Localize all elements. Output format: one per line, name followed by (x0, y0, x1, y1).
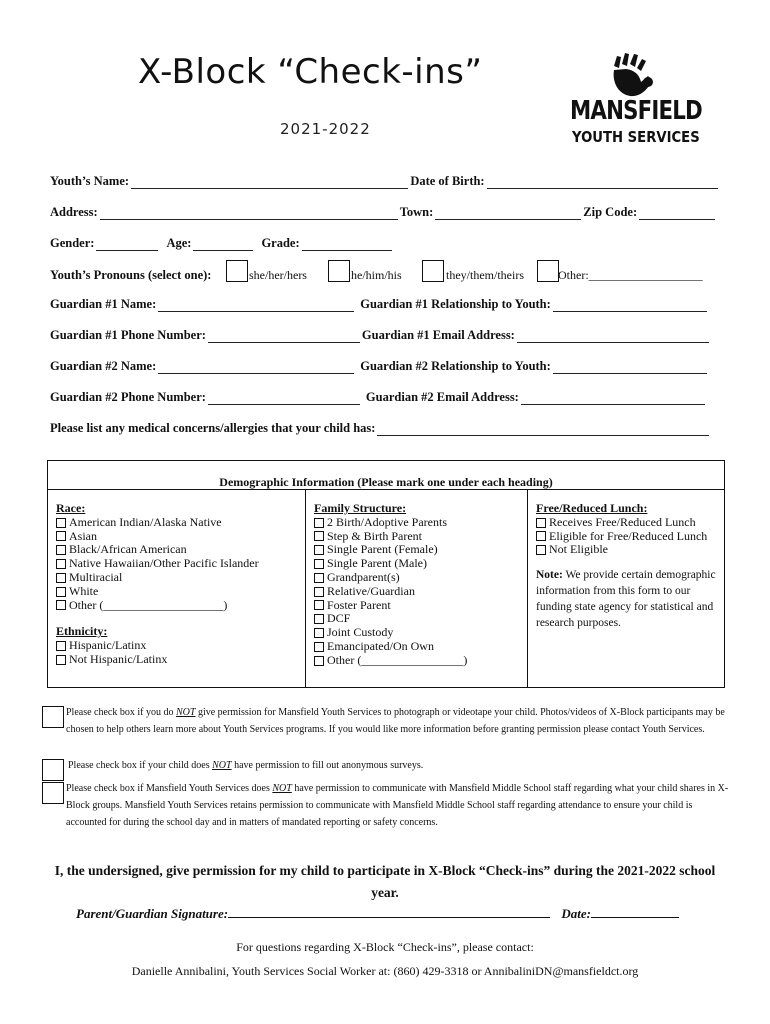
family-option[interactable]: Single Parent (Male) (314, 557, 527, 571)
checkbox[interactable] (56, 587, 66, 597)
medical-field[interactable] (377, 424, 709, 436)
race-option[interactable]: Native Hawaiian/Other Pacific Islander (56, 557, 305, 571)
g2-email-label: Guardian #2 Email Address: (365, 390, 519, 404)
grade-field[interactable] (302, 239, 392, 251)
survey-permission-text: Please check box if your child does NOT have permission to fill out anonymous surveys. (68, 760, 424, 771)
youth-name-label: Youth’s Name: (50, 174, 130, 188)
checkbox[interactable] (56, 545, 66, 555)
g1-email-field[interactable] (517, 331, 709, 343)
lunch-heading: Free/Reduced Lunch: (536, 501, 648, 515)
logo-subtitle: YOUTH SERVICES (572, 128, 700, 146)
race-option[interactable]: American Indian/Alaska Native (56, 516, 305, 530)
checkbox[interactable] (314, 559, 324, 569)
signature-label: Parent/Guardian Signature: (76, 906, 229, 921)
logo-wordmark: MANSFIELD (570, 96, 702, 126)
g1-name-label: Guardian #1 Name: (50, 297, 157, 311)
row-gender (50, 236, 720, 251)
demographics-heading: Demographic Information (Please mark one under each heading) (48, 461, 724, 490)
checkbox[interactable] (314, 600, 324, 610)
age-field[interactable] (193, 239, 253, 251)
dob-label: Date of Birth: (410, 174, 485, 188)
checkbox[interactable] (314, 656, 324, 666)
gender-field[interactable] (96, 239, 158, 251)
g1-name-field[interactable] (158, 300, 354, 312)
pronoun-they-checkbox[interactable] (422, 260, 444, 282)
checkbox[interactable] (314, 573, 324, 583)
family-option[interactable]: Emancipated/On Own (314, 640, 527, 654)
school-permission-checkbox[interactable] (42, 782, 64, 804)
g2-name-label: Guardian #2 Name: (50, 359, 157, 373)
town-label: Town: (399, 205, 434, 219)
age-label: Age: (166, 236, 192, 250)
g2-rel-field[interactable] (553, 362, 707, 374)
school-year: 2021-2022 (280, 120, 371, 138)
zip-field[interactable] (639, 208, 715, 220)
note-text: We provide certain demographic information from this form to our funding state agency for statistical and research purposes. (536, 569, 716, 630)
g1-phone-label: Guardian #1 Phone Number: (50, 328, 206, 342)
checkbox[interactable] (56, 600, 66, 610)
g2-name-field[interactable] (158, 362, 354, 374)
checkbox[interactable] (56, 518, 66, 528)
family-option[interactable]: Grandparent(s) (314, 571, 527, 585)
lunch-option[interactable]: Not Eligible (536, 543, 724, 557)
gender-label: Gender: (50, 236, 95, 250)
youth-name-field[interactable] (131, 177, 408, 189)
row-pronouns (50, 266, 730, 286)
race-option[interactable]: Black/African American (56, 543, 305, 557)
pronoun-she-label: she/her/hers (249, 268, 307, 282)
checkbox[interactable] (314, 642, 324, 652)
row-guardian1-name (50, 297, 720, 312)
family-heading: Family Structure: (314, 501, 407, 515)
demographics-table (47, 460, 725, 688)
g1-email-label: Guardian #1 Email Address: (361, 328, 515, 342)
race-option[interactable]: White (56, 585, 305, 599)
demographics-note (536, 567, 724, 631)
family-option[interactable]: Joint Custody (314, 626, 527, 640)
family-option[interactable]: Single Parent (Female) (314, 543, 527, 557)
ethnicity-option[interactable]: Hispanic/Latinx (56, 639, 305, 653)
g1-rel-label: Guardian #1 Relationship to Youth: (360, 297, 551, 311)
school-permission-text: Please check box if Mansfield Youth Services does NOT have permission to communicate with Mansfield Middle School staff regarding what your child shares in X-Block groups. Mansfield Youth Services retains permission to communicate with Mansfield Middle School staff regarding attendance to ensure your child is accounted for during the school day and in matters of mandated reporting or safety concerns. (66, 783, 729, 828)
agreement-statement: I, the undersigned, give permission for my child to participate in X-Block “Check-ins” during the 2021-2022 school year. (54, 863, 716, 900)
family-option[interactable]: Other (_________________) (314, 654, 527, 668)
pronoun-other-checkbox[interactable] (537, 260, 559, 282)
pronoun-he-checkbox[interactable] (328, 260, 350, 282)
checkbox[interactable] (314, 531, 324, 541)
medical-label: Please list any medical concerns/allergies that your child has: (50, 421, 376, 435)
checkbox[interactable] (536, 545, 546, 555)
checkbox[interactable] (536, 518, 546, 528)
race-option[interactable]: Asian (56, 530, 305, 544)
photo-permission-text: Please check box if you do NOT give permission for Mansfield Youth Services to photograph or videotape your child. Photos/videos of X-Block participants may be chosen to help others learn more about Youth Services programs. If you would like more information before granting permission please contact Youth Services. (66, 707, 725, 735)
note-label: Note: (536, 569, 563, 582)
signature-row (76, 906, 679, 922)
pronoun-he-label: he/him/his (351, 268, 402, 282)
family-option[interactable]: DCF (314, 612, 527, 626)
checkbox[interactable] (314, 545, 324, 555)
g2-phone-field[interactable] (208, 393, 360, 405)
family-option[interactable]: Relative/Guardian (314, 585, 527, 599)
pronoun-other-label: Other:___________________ (558, 268, 703, 282)
lunch-column (528, 489, 724, 687)
ethnicity-heading: Ethnicity: (56, 624, 108, 639)
race-column (48, 489, 306, 687)
ethnicity-option[interactable]: Not Hispanic/Latinx (56, 653, 305, 667)
checkbox[interactable] (56, 655, 66, 665)
g2-phone-label: Guardian #2 Phone Number: (50, 390, 206, 404)
lunch-option[interactable]: Eligible for Free/Reduced Lunch (536, 530, 724, 544)
race-heading: Race: (56, 501, 86, 515)
town-field[interactable] (435, 208, 581, 220)
permission-surveys (42, 757, 732, 774)
race-option[interactable]: Multiracial (56, 571, 305, 585)
checkbox[interactable] (56, 573, 66, 583)
row-address (50, 205, 720, 220)
survey-permission-checkbox[interactable] (42, 759, 64, 781)
form-title: X-Block “Check-ins” (138, 52, 483, 92)
family-column (306, 489, 528, 687)
pronoun-they-label: they/them/theirs (446, 268, 524, 282)
row-guardian2-phone (50, 390, 720, 405)
permission-photo (42, 704, 732, 738)
contact-intro: For questions regarding X-Block “Check-ins”, please contact: (236, 940, 534, 954)
permission-school-communication (42, 780, 732, 831)
pronouns-label: Youth’s Pronouns (select one): (50, 268, 212, 282)
checkbox[interactable] (56, 559, 66, 569)
g2-email-field[interactable] (521, 393, 705, 405)
hand-logo-icon (608, 52, 656, 98)
checkbox[interactable] (314, 628, 324, 638)
contact-detail: Danielle Annibalini, Youth Services Social Worker at: (860) 429-3318 or AnnibaliniDN@mansfieldct.org (131, 964, 639, 978)
row-guardian1-phone (50, 328, 720, 343)
checkbox[interactable] (536, 531, 546, 541)
address-label: Address: (50, 205, 98, 219)
photo-permission-checkbox[interactable] (42, 706, 64, 728)
date-label: Date: (561, 906, 591, 921)
address-field[interactable] (100, 208, 398, 220)
g1-phone-field[interactable] (208, 331, 360, 343)
checkbox[interactable] (314, 587, 324, 597)
checkbox[interactable] (56, 531, 66, 541)
family-option[interactable]: Foster Parent (314, 599, 527, 613)
dob-field[interactable] (487, 177, 718, 189)
g2-rel-label: Guardian #2 Relationship to Youth: (360, 359, 551, 373)
family-option[interactable]: Step & Birth Parent (314, 530, 527, 544)
pronoun-she-checkbox[interactable] (226, 260, 248, 282)
row-youth-name (50, 174, 720, 189)
checkbox[interactable] (314, 518, 324, 528)
checkbox[interactable] (56, 641, 66, 651)
zip-label: Zip Code: (583, 205, 638, 219)
row-medical (50, 421, 720, 436)
family-option[interactable]: 2 Birth/Adoptive Parents (314, 516, 527, 530)
race-option[interactable]: Other (____________________) (56, 599, 305, 613)
signature-field[interactable] (228, 907, 550, 918)
checkbox[interactable] (314, 614, 324, 624)
row-guardian2-name (50, 359, 720, 374)
g1-rel-field[interactable] (553, 300, 707, 312)
date-field[interactable] (591, 907, 679, 918)
grade-label: Grade: (261, 236, 300, 250)
lunch-option[interactable]: Receives Free/Reduced Lunch (536, 516, 724, 530)
